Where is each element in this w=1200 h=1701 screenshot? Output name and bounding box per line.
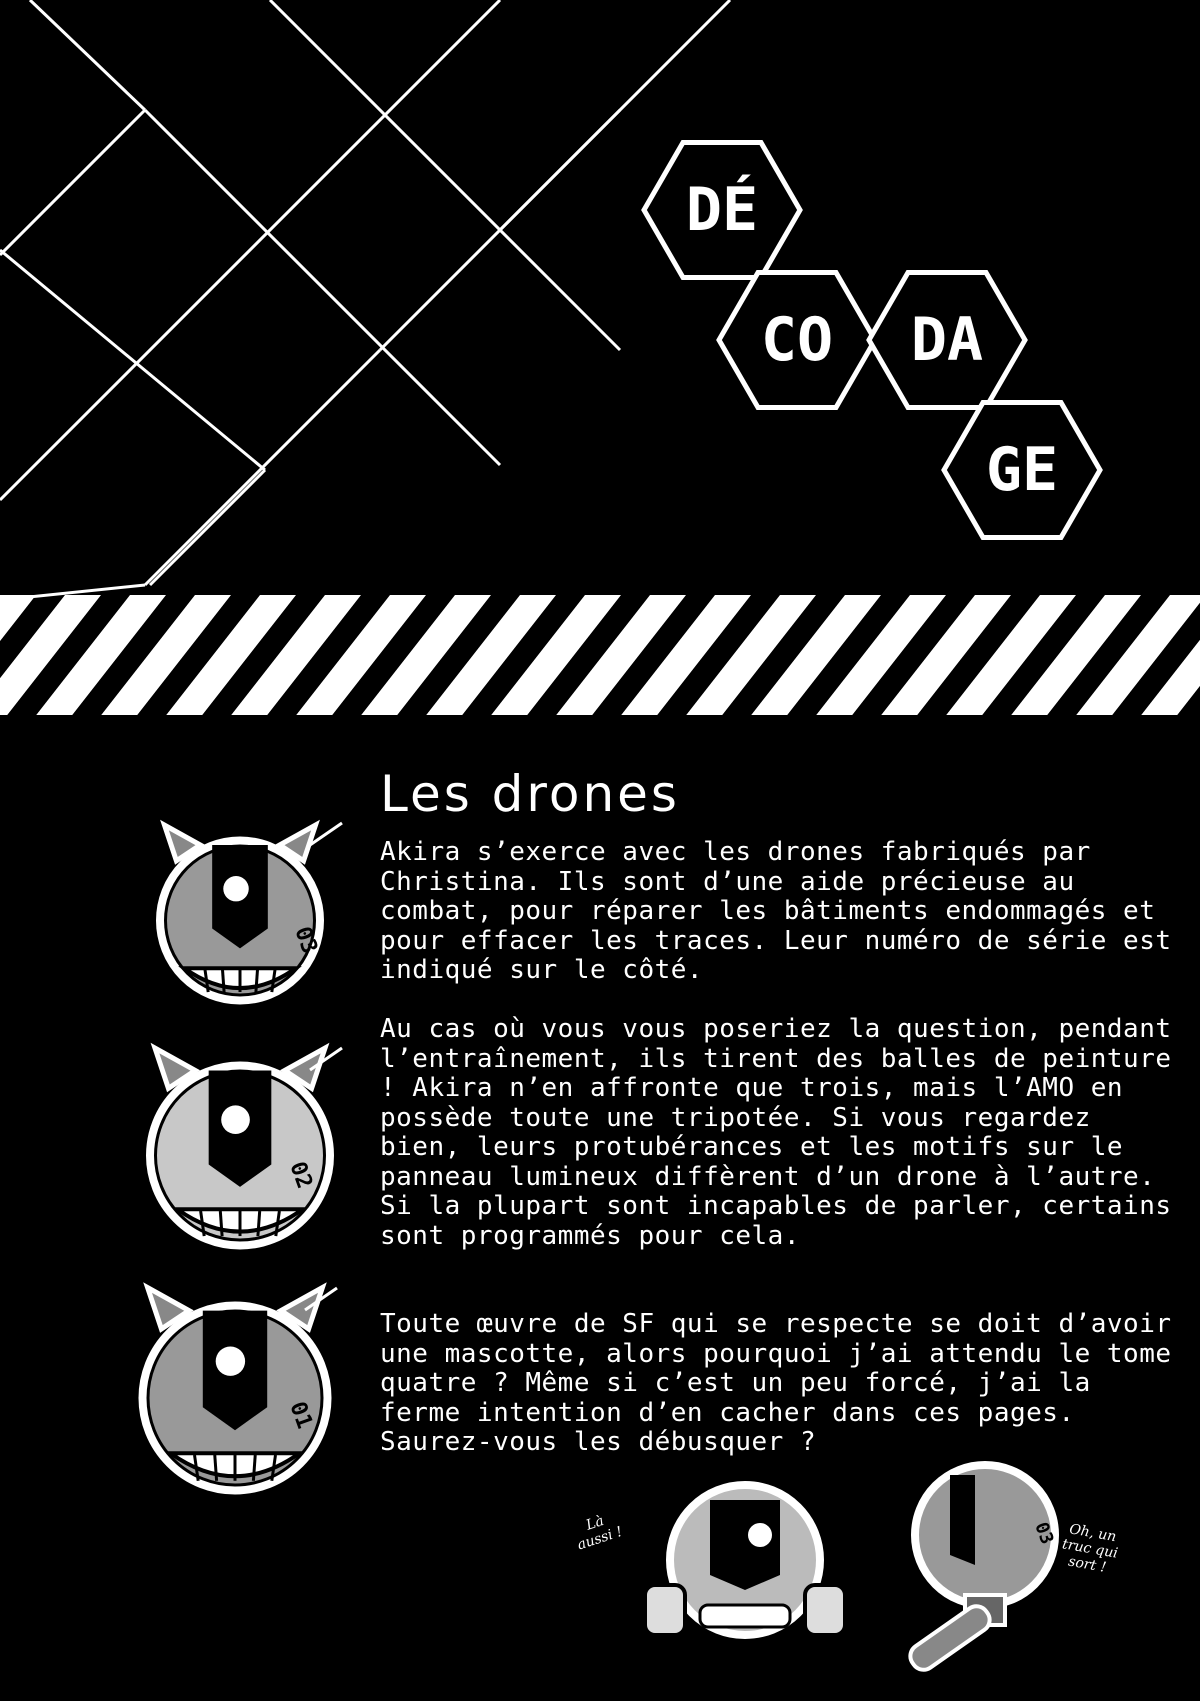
- drone-cannon-illustration: [895, 1455, 1075, 1675]
- drone-arms-illustration: [640, 1465, 850, 1655]
- drone-02-illustration: [130, 1040, 350, 1255]
- drone-serial: 02: [284, 1158, 317, 1192]
- annotation-right: Oh, un truc qui sort !: [1060, 1521, 1120, 1576]
- article-title: Les drones: [380, 765, 680, 823]
- paragraph-intro: Akira s’exerce avec les drones fabriqués par Christina. Ils sont d’une aide précieuse au combat, pour réparer les bâtiments endommagés et pour effacer les traces. Leur numéro de série est indiqué sur le côté.: [380, 837, 1172, 985]
- hex-label-ge: GE: [985, 435, 1059, 505]
- hex-label-de: DÉ: [685, 175, 759, 245]
- hex-label-co: CO: [760, 305, 834, 375]
- drone-01-illustration: [125, 1280, 345, 1500]
- drone-serial: 01: [284, 1398, 317, 1432]
- drone-serial: 03: [1030, 1519, 1058, 1548]
- hazard-stripe-band: [0, 595, 1200, 715]
- paragraph-mascot: Toute œuvre de SF qui se respecte se doit d’avoir une mascotte, alors pourquoi j’ai attendu le tome quatre ? Même si c’est un peu forcé, j’ai la ferme intention d’en cacher dans ces pages. Saurez-vous les débusquer ?: [380, 1309, 1172, 1457]
- drone-03-illustration: [130, 815, 350, 1010]
- decodage-hex-title: [0, 0, 1200, 600]
- paragraph-training: Au cas où vous vous poseriez la question, pendant l’entraînement, ils tirent des balles de peinture ! Akira n’en affronte que trois, mais l’AMO en possède toute une tripotée. Si vous regardez bien, leurs protubérances et les motifs sur le panneau lumineux diffèrent d’un drone à l’autre. Si la plupart sont incapables de parler, certains sont programmés pour cela.: [380, 1014, 1172, 1251]
- hex-label-da: DA: [910, 305, 984, 375]
- drone-serial: 03: [289, 923, 322, 957]
- annotation-left: Là aussi !: [575, 1513, 625, 1554]
